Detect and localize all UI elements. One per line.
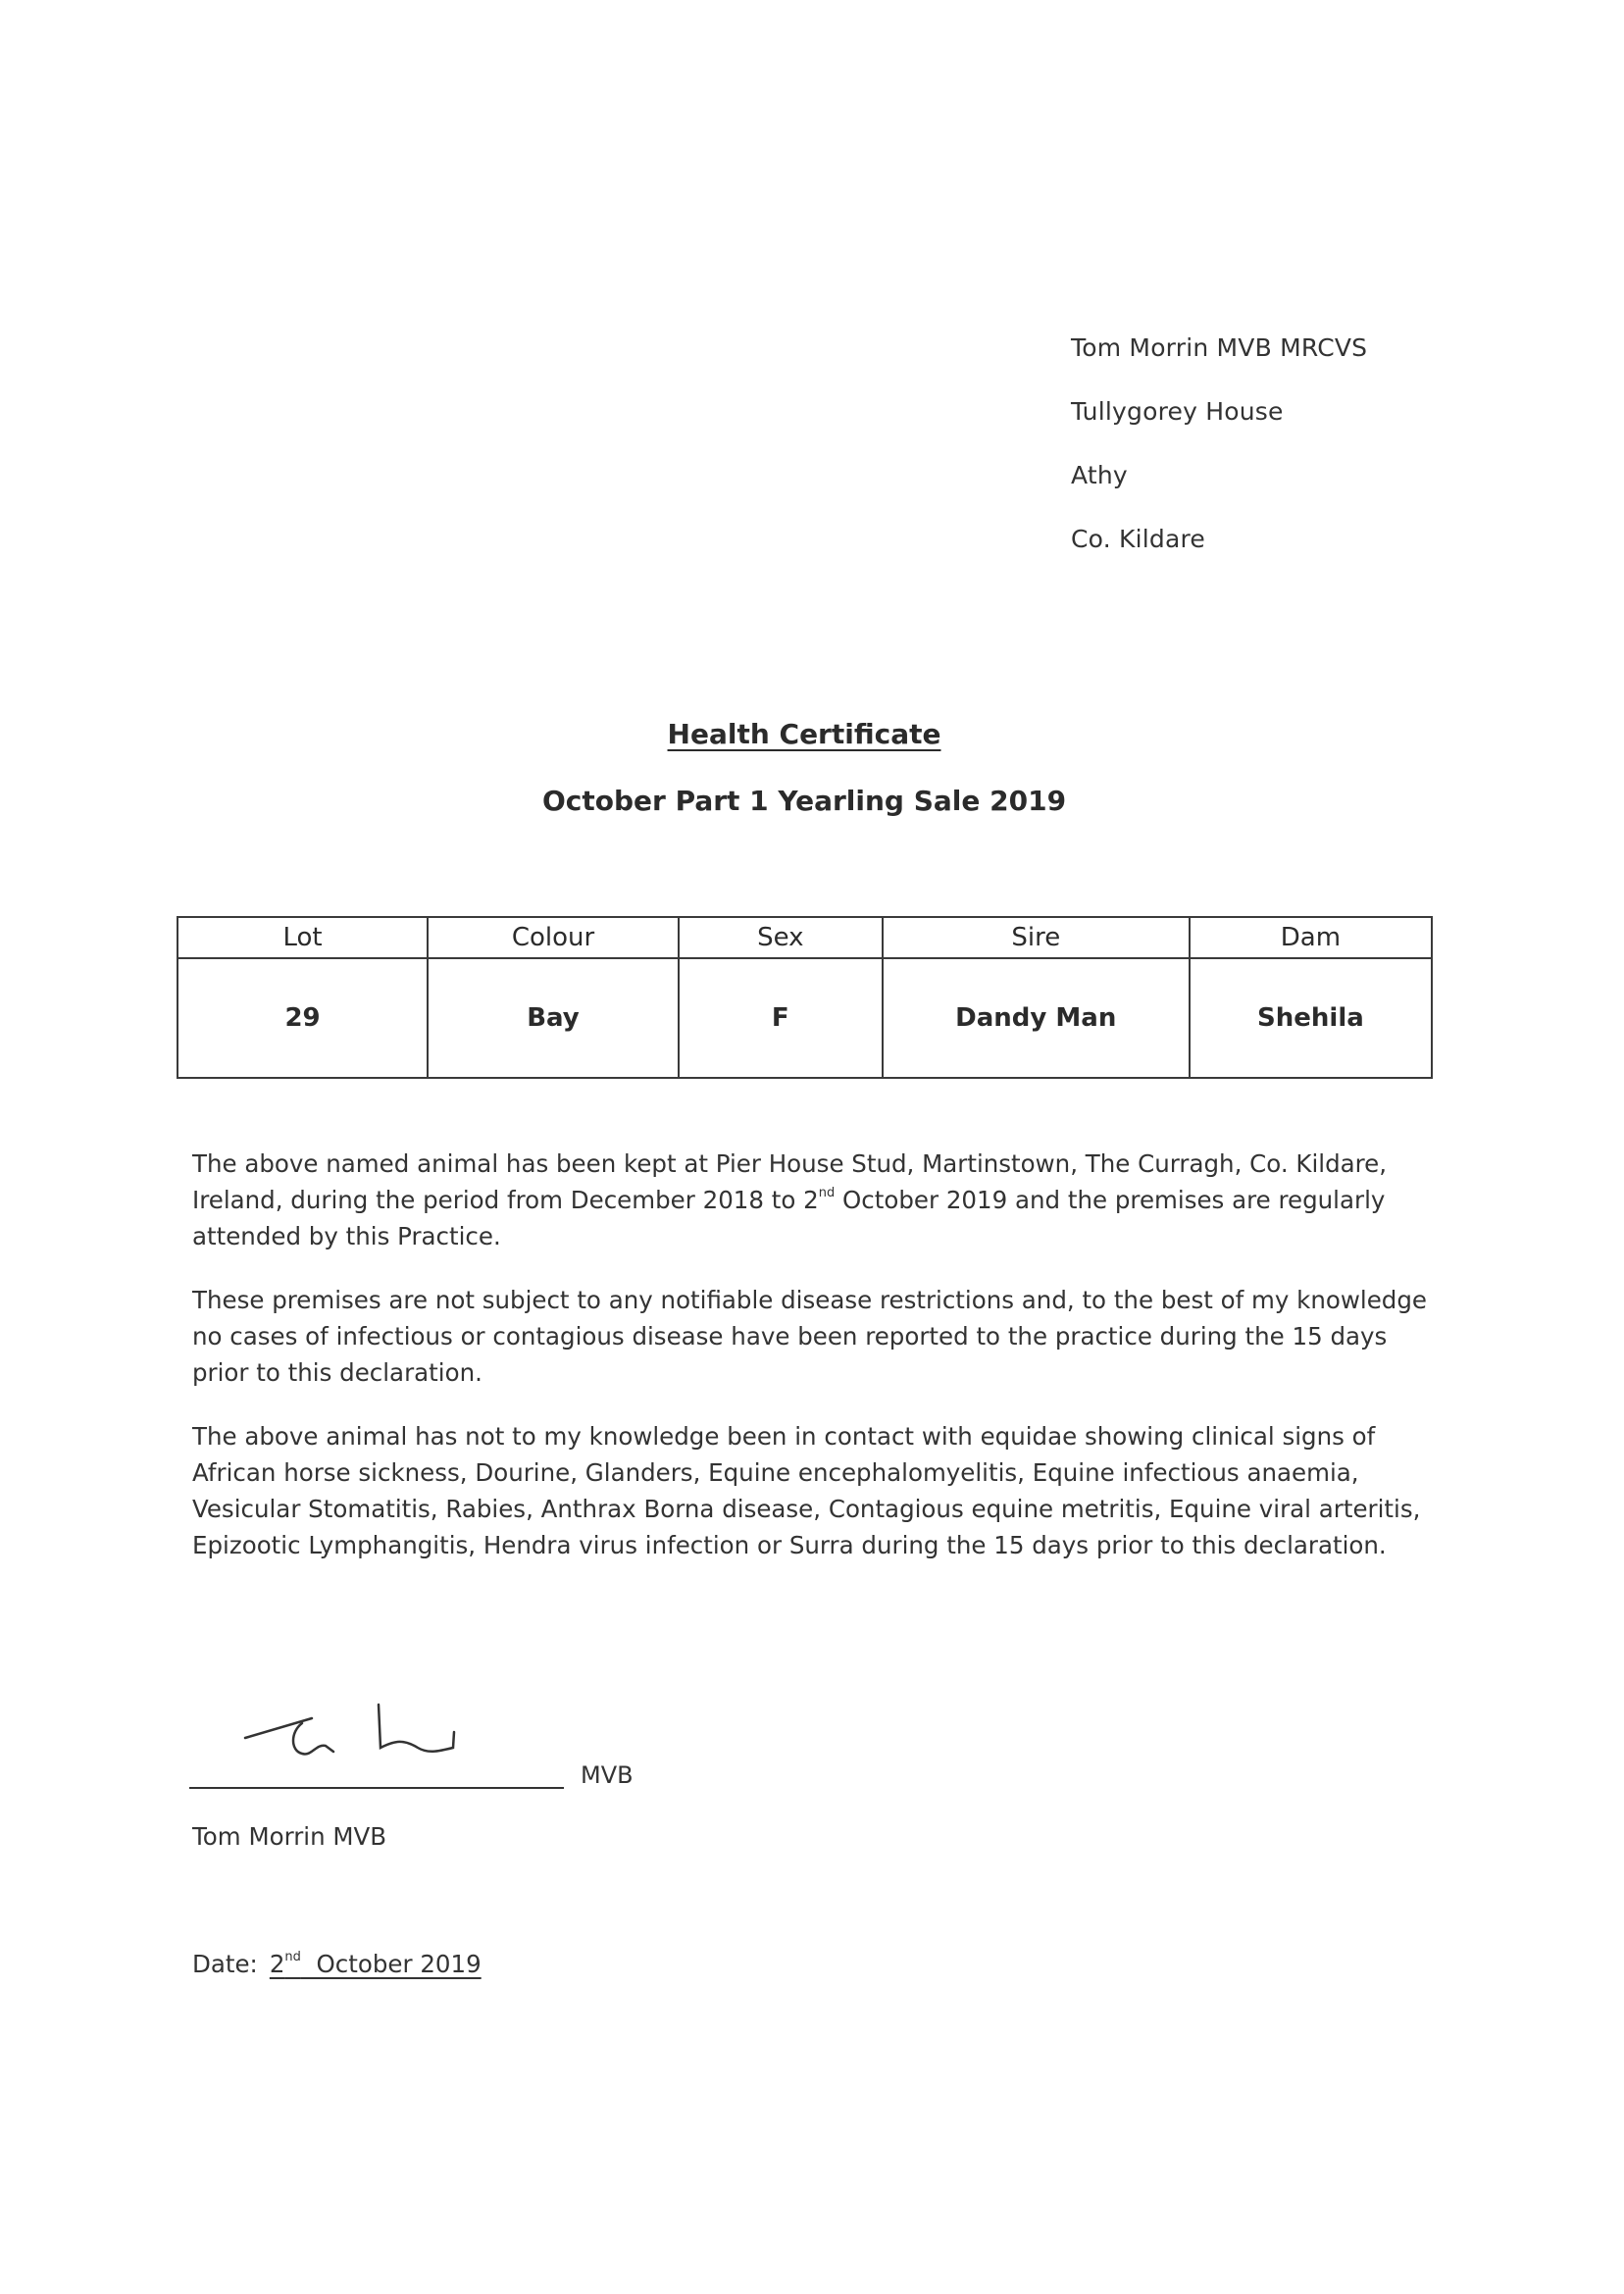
table-row [178,958,1432,1078]
table-header-row [178,917,1432,958]
letterhead-name: Tom Morrin MVB MRCVS [1071,333,1368,362]
certificate-title-text: Health Certificate [667,718,941,750]
paragraph-no-restrictions: These premises are not subject to any notifiable disease restrictions and, to the best of my knowledge no cases of infectious or contagious disease have been reported to the practice during the 15 days prior to this declaration. [192,1286,1427,1387]
cell-lot: 29 [178,958,428,1078]
date-month-year: October 2019 [300,1950,482,1978]
certificate-title [0,718,1608,750]
cell-dam: Shehila [1190,958,1432,1078]
header-lot: Lot [178,917,428,958]
paragraph-no-contact: The above animal has not to my knowledge been in contact with equidae showing clinical signs of African horse sickness, Dourine, Glanders, Equine encephalomyelitis, Equine infectious anaemia, Vesicular Stomatitis, Rabies, Anthrax Borna disease, Contagious equine metritis, Equine viral arteritis, Epizootic Lymphangitis, Hendra virus infection or Surra during the 15 days prior to this declaration. [192,1422,1421,1559]
cell-colour: Bay [428,958,679,1078]
header-sire: Sire [883,917,1190,958]
signature-suffix: MVB [581,1761,634,1789]
letterhead-house: Tullygorey House [1071,397,1284,426]
header-colour: Colour [428,917,679,958]
date-label: Date: [192,1950,258,1978]
handwritten-signature-icon [186,1697,579,1785]
date-ordinal-suffix: nd [284,1950,301,1964]
p1-text-end: October 2019 and the premises are regularly attended by this Practice. [192,1186,1386,1250]
paragraph-premises-kept [192,1146,1438,1254]
header-sex: Sex [679,917,883,958]
header-dam: Dam [1190,917,1432,958]
letterhead-town: Athy [1071,461,1128,489]
p1-text-start: The above named animal has been kept at Pier House Stud, Martinstown, The Curragh, Co. Kildare, Ireland, during the period from December 2018 to 2 [192,1149,1388,1214]
cell-sex: F [679,958,883,1078]
date-row [192,1950,482,1978]
letterhead-county: Co. Kildare [1071,525,1205,553]
date-value [270,1950,482,1978]
certificate-subtitle: October Part 1 Yearling Sale 2019 [541,785,1067,817]
cell-sire: Dandy Man [883,958,1190,1078]
p1-ordinal-suffix: nd [818,1186,836,1200]
lot-details-table [177,916,1433,1079]
signature-line [189,1787,564,1789]
date-day: 2 [269,1950,285,1978]
signer-name: Tom Morrin MVB [192,1822,387,1851]
